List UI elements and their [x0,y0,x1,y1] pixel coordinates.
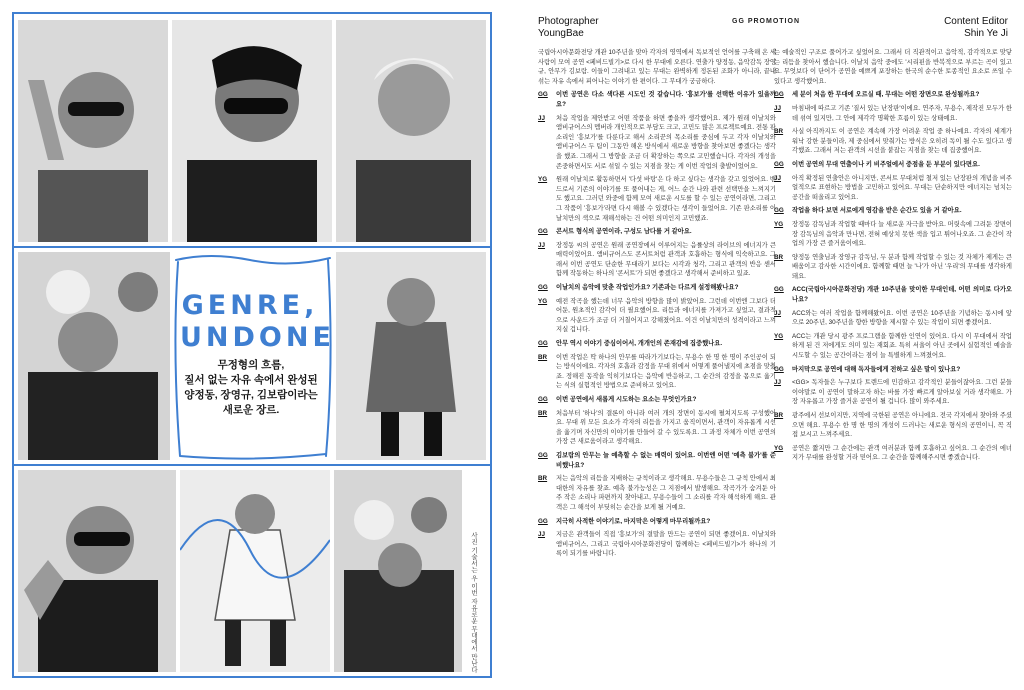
interview-answer [538,409,776,447]
answer-text: 마침내에 따르고 기존 '질서 있는 난장판'이에요. 연주자, 무용수, 제작진 모두가 한데 섞여 있지만, 그 안에 제각각 명확한 흐름이 있는 상태예요. [792,104,1012,122]
question-text: 콘서트 형식의 공연이라, 구성도 남다를 거 같아요. [556,228,692,236]
text-column-2 [774,48,1012,680]
question-text: ACC(국립아시아문화전당) 개관 10주년을 맞이한 무대인데, 어떤 의미로 다가오나요? [792,286,1012,304]
speaker-tag: GG [774,160,784,168]
frame-line-mid-h2 [12,464,492,466]
answer-text: 아직 확정된 연출안은 아니지만, 콘서트 무대처럼 철저 있는 난장판의 개념을 비주얼적으로 표현하는 방법을 고민하고 있어요. 무대는 단순하지만 에너지는 넘치는 공간을 떠올리고 있어요. [792,174,1012,201]
photographer-name: YoungBae [538,28,584,39]
photo-portrait-1 [18,20,168,242]
answer-text: ACC는 개관 당시 광주 프로그램을 함께한 인연이 있어요. 다시 이 무대에서 작업하게 된 건 저에게도 의미 있는 재회죠. 특히 서울이 아닌 곳에서 실험적인 예술을 시도할 수 있는 공간이라는 점이 늘 특별하게 느껴졌어요. [792,332,1012,360]
speaker-tag: BR [538,475,548,483]
question-text: 세 분이 처음 한 무대에 오르실 때, 무대는 어떤 장면으로 완성될까요? [792,91,980,99]
frame-line-top [12,12,492,14]
speaker-tag: YG [538,176,548,184]
interview-question [774,160,1012,170]
speaker-tag: GG [774,91,784,99]
answer-text: <GG> 독자들은 누구보다 트렌드에 민감하고 감각적인 분들이잖아요. 그런 분들이야말로 이 공연이 말하고자 하는 바를 가장 빠르게 알아보실 거라 생각해요. 가장 자유롭고 가장 즐거운 공연이 될 겁니다. 많이 와주세요. [792,379,1012,406]
speaker-tag: GG [774,207,784,215]
photo-portrait-8 [334,470,462,672]
photographer-label: Photographer [538,16,599,27]
speaker-tag: BR [774,412,784,419]
interview-answer [774,411,1012,440]
speaker-tag: YG [774,220,784,228]
question-text: 작업을 하다 보면 서로에게 영감을 받은 순간도 있을 거 같아요. [792,207,962,215]
interview-question [774,365,1012,375]
interview-answer [774,332,1012,361]
left-page-photo-spread [0,0,508,690]
speaker-tag: JJ [774,309,782,317]
photo-portrait-6 [18,470,176,672]
subhead-line-4: 새로운 장르. [222,404,280,416]
speaker-tag: GG [538,451,548,459]
frame-line-mid-h1 [12,246,492,248]
answer-text: 장정동 씨의 공연은 원래 공연장에서 이루어지는 음률상의 라이브의 에너지가 큰 매력이었어요. 앰비규어스도 콘서트처럼 관객과 호흡하는 형식에 익숙하고요. 그래서 이번 공연도 단순한 무대라기 보다는 시각과 청각, 그리고 관객의 반응 센서 함께 작동하는 하나의 '콘서트'가 되면 좋겠다고 생각해서 준비하고 있죠. [556,241,776,278]
speaker-tag: GG [774,365,784,373]
speaker-tag: JJ [538,241,546,249]
interview-answer [774,127,1012,156]
interview-question [538,395,776,405]
speaker-tag: GG [538,340,548,348]
subhead-line-3: 양정동, 장영규, 김보람이라는 [184,389,318,401]
photo-portrait-5 [336,252,486,460]
answer-text: 처음부터 '하나'의 결론이 아니라 여러 개의 장면이 동시에 펼쳐지도록 구성했어요. 무대 위 모든 요소가 각자의 리듬을 가지고 움직이면서, 관객이 자유롭게 시선을 옮기며 자신만의 이야기를 만들어 갈 수 있도록요. 그 과정 자체가 이번 공연의 가장 큰 새로움이라고 생각해요. [556,409,776,446]
text-column-1 [538,48,776,680]
speaker-tag: JJ [538,531,546,539]
photo-portrait-2 [172,20,332,242]
interview-answer [774,309,1012,328]
speaker-tag: JJ [774,174,782,182]
speaker-tag: GG [538,284,548,292]
speaker-tag: YG [774,444,784,452]
interview-question [538,451,776,470]
speaker-tag: BR [538,353,548,361]
editor-label: Content Editor [944,16,1008,27]
side-caption: 사진 기술서는 우 이번 자유로운 무대에서 만난다 [470,532,477,673]
answer-text: 광주에서 선보이지만, 지역에 국한된 공연은 아니에요. 전국 각지에서 찾아와 주셨으면 해요. 무용수 한 명 한 명의 개성이 드러나는 새로운 형식의 공연이니, 꼭 직접 보시고 느껴주세요. [792,412,1012,439]
interview-answer [538,175,776,223]
question-text: 김보람의 안무는 늘 예측할 수 없는 매력이 있어요. 이번엔 어떤 '예측 불가'를 준비했나요? [556,451,776,469]
subhead [165,358,337,418]
question-text: 안무 역시 이야기 중심이어서, 개개인의 존재감에 집중했나요. [556,340,723,348]
promo-label: GG PROMOTION [732,18,800,25]
interview-answer [538,114,776,172]
headline-line-2: UNDONE [180,322,335,353]
answer-text: 원래 이날치로 활동하면서 '다섯 바탕'은 다 하고 싶다는 생각을 갖고 있었어요. 밴드로서 기존의 이야기를 또 풀어내는 게, 어느 순간 나와 관련 선택만을 느껴지기도 했고요. 그러던 와중에 함께 모여 새로운 시도를 할 수 있는 공연이라면, 그리고 그 작품이 '흥보가'라면 다시 해볼 수 있겠다는 생각이 들었어요. 기존 판소리를 이날치만의 색으로 재해석하는 건 어떤 의미인지 고민했죠. [556,176,776,222]
speaker-tag: GG [774,286,784,294]
headline-line-1: GENRE, [181,290,319,321]
interview-question [774,285,1012,304]
speaker-tag: JJ [774,379,782,387]
interview-question [538,339,776,349]
frame-line-bottom [12,676,492,678]
interview-answer [538,530,776,559]
speaker-tag: GG [538,396,548,403]
speaker-tag: BR [774,128,784,136]
interview-answer [774,253,1012,282]
headline [180,290,335,354]
interview-question [538,517,776,527]
answer-text: 처음 작업을 제안받고 어떤 작품을 하면 좋을까 생각했어요. 제가 원래 이날치와 앰비규어스의 멤버라 개인적으로 부담도 크고, 고민도 많은 프로젝트예요. 전통 판소리인 '흥보가'를 다룬다고 해서 소리꾼의 목소리를 중심에 두고 각자 이날치와 앰비규어스 두 팀이 그동안 해온 방식에서 새로운 방향을 찾아보면 좋겠다는 생각을 했죠. 그래서 그 방향을 조금 더 확장하는 쪽으로 고민했습니다. 각자의 개성을 존중하면서도 서로 섞일 수 있는 지점을 찾는 게 이번 작업의 출발이었어요. [556,114,776,170]
intro-paragraph: 는 예술적인 구조로 풀어가고 싶었어요. 그래서 더 직관적이고 음악적, 감각적으로 맞닿는 리듬을 찾아서 했습니다. 이날치 음악 중에도 '시리핀을 반복적으로 부르는 곡이 있고요. 무엇보다 이 단어가 공연을 예쁘게 포장하는 한국의 순수한 토종적인 요소로 쓰일 수 있다고 생각했어요. [774,49,1012,85]
answer-text: 이번 작업은 딱 하나의 안무를 따라가기보다는, 무용수 한 명 한 명이 주인공이 되는 방식이에요. 각자의 호흡과 감정을 무대 위에서 어떻게 풀어낼지에 초점을 맞췄죠. 정해진 동작을 익히기보다는 음악에 반응하고, 그 순간의 감정을 몸으로 옮기는 식의 실험적인 방법으로 준비하고 있어요. [556,353,776,390]
answer-text: 사실 아직까지도 이 공연은 계속해 가장 어려운 작업 중 하나예요. 각자의 세계가 워낙 강한 분들이라, 제 중심에서 맞춰가는 방식은 오히려 독이 될 수도 있다고 생각했죠. 그래서 저는 관객의 시선을 붙잡는 지점을 찾는 데 집중했어요. [792,128,1012,155]
interview-answer [538,353,776,391]
answer-text: 장정동 감독님과 작업할 때마다 늘 새로운 자극을 받아요. 머릿속에 그려둔 장면이 장 감독님의 음악과 만나면, 전혀 예상치 못한 색을 입고 튀어나오죠. 그 순간이 작업의 가장 큰 즐거움이에요. [792,220,1012,248]
interview-answer [538,241,776,279]
interview-answer [538,297,776,335]
doodle-squiggle [170,250,336,464]
question-text: 지극히 사적한 이야기로, 마지막은 어떻게 마무리될까요? [556,517,711,525]
photo-portrait-7 [180,470,330,672]
subhead-line-1: 무정형의 흐름, [217,359,285,371]
speaker-tag: JJ [538,114,546,122]
speaker-tag: YG [774,332,784,340]
speaker-tag: YG [538,297,548,305]
question-text: 이번 공연의 무대 연출이나 키 비주얼에서 중점을 둔 부분이 있다면요. [792,160,980,168]
speaker-tag: BR [774,253,784,261]
answer-text: 양정동 연출님과 장영규 감독님, 두 분과 함께 작업할 수 있는 것 자체가 제게는 큰 배움이고 감사한 시간이에요. 함께할 때면 늘 '나'가 아닌 '우리'의 무대를 생각하게 돼요. [792,253,1012,280]
speaker-tag: GG [538,91,548,99]
speaker-tag: JJ [774,104,782,112]
interview-question [538,283,776,293]
right-page-interview [508,0,1024,690]
speaker-tag: GG [538,517,548,525]
question-text: 이번 공연은 다소 색다른 시도인 것 같습니다. '흥보가'를 선택한 이유가 있을까요? [556,91,776,108]
answer-text: 지금은 관객들이 직접 '흥보가'의 결말을 만드는 공연이 되면 좋겠어요. 이날치와 앰비규어스, 그리고 국립아시아문화전당이 함께하는 <페비드빌기>가 하나의 기록이 되기를 바랍니다. [556,531,776,558]
speaker-tag: GG [538,228,548,236]
answer-text: 공연은 짧지만 그 순간에는 관객 여러분과 함께 호흡하고 싶어요. 그 순간의 에너지가 무대를 완성할 거라 믿어요. 그 순간을 함께해주시면 좋겠습니다. [792,444,1012,462]
interview-question [538,227,776,237]
photo-portrait-4 [18,252,170,460]
interview-answer [774,104,1012,123]
interview-answer [538,474,776,512]
interview-answer [774,378,1012,407]
interview-answer [774,444,1012,463]
answer-text: ACC와는 여러 작업을 함께해왔어요. 이번 공연은 10주년을 기념하는 동시에 앞으로 20주년, 30주년을 향한 방향을 제시할 수 있는 작업이 되면 좋겠어요. [792,309,1012,327]
frame-line-left [12,12,14,678]
question-text: 마지막으로 공연에 대해 독자들에게 전하고 싶은 말이 있나요? [792,365,961,373]
editor-name: Shin Ye Ji [964,28,1008,39]
answer-text: 예전 작곡을 했는데 너무 음악의 방향을 많이 밝았어요. 그런데 이번엔 그보다 더 어둔, 원초적인 감각이 더 필요했어요. 리듬과 에너지를 가져가고 싶었고, 결과적으로 사운드가 조금 더 거칠어지고 강해졌어요. 이건 이날치만의 성격이라고 느껴지실 겁니다. [556,297,776,334]
question-text: 이날치의 음악에 맞춘 작업인가요? 기존과는 다르게 설정해봤나요? [556,284,739,292]
intro-paragraph: 국립아시아문화전당 개관 10주년을 맞아 각자의 영역에서 독보적인 언어를 구축해 온 세 사람이 모여 공연 <페비드빌기>로 다시 한 무대에 오른다. 연출가 양정동, 음악감독 장영규, 안무가 김보람. 이들이 그려내고 있는 무대는 완벽하게 정돈된 조화가 아니라, 끝내 섞는 자유 속에서 피어나는 이야기 한 편이다. 그 무대가 궁금하다. [538,49,776,85]
frame-line-right [490,12,492,678]
interview-answer [774,174,1012,203]
interview-question [774,90,1012,100]
interview-answer [774,220,1012,249]
photo-portrait-3 [336,20,486,242]
interview-question [538,90,776,109]
subhead-line-2: 질서 없는 자유 속에서 완성된 [184,374,318,386]
question-text: 이번 공연에서 새롭게 시도하는 요소는 무엇인가요? [556,396,697,403]
speaker-tag: BR [538,409,548,417]
editor-credit [944,16,1008,40]
interview-question [774,206,1012,216]
answer-text: 저는 음악의 리듬을 지배하는 규칙이라고 생각해요. 무용수들은 그 규칙 안에서 최대한의 자유를 찾죠. 예측 불가능성은 그 지점에서 발생해요. 작곡가가 숨겨둔 아주 작은 소리나 파편까지 찾아내고, 무용수들이 그 소리를 각자 해석하게 해요. 관객은 그 해석이 부딪히는 순간을 보게 될 거예요. [556,475,776,511]
